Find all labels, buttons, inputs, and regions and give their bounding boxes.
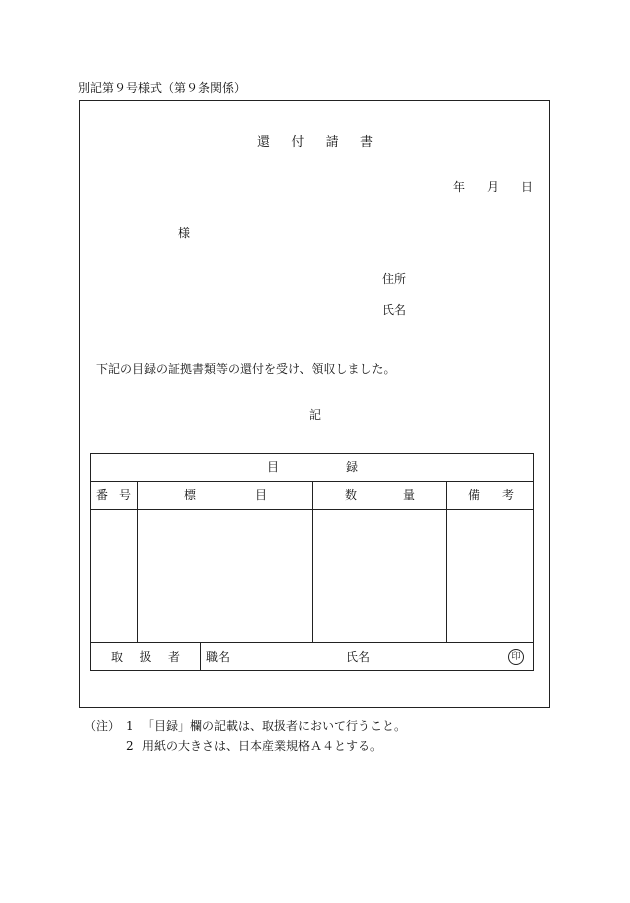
handler-char: 者 xyxy=(167,650,180,664)
note-number: 2 xyxy=(126,739,134,753)
handler-name-label: 氏名 xyxy=(346,650,371,664)
title-char: 請 xyxy=(325,135,339,150)
table-title-char: 目 xyxy=(267,460,280,474)
header-char: 標 xyxy=(184,488,197,502)
column-header-item xyxy=(184,489,267,501)
header-char: 備 xyxy=(468,488,481,502)
note-text: 「目録」欄の記載は、取扱者において行うこと。 xyxy=(142,719,407,733)
note-number: 1 xyxy=(126,719,134,733)
column-divider xyxy=(446,481,447,642)
title-char: 書 xyxy=(359,135,373,150)
header-char: 号 xyxy=(118,488,131,502)
record-table xyxy=(90,453,534,671)
date-day: 日 xyxy=(520,180,533,194)
handler-char: 扱 xyxy=(139,650,152,664)
header-char: 量 xyxy=(402,488,415,502)
column-header-number xyxy=(96,489,131,501)
name-label: 氏名 xyxy=(382,303,407,317)
seal-mark: 印 xyxy=(508,649,524,665)
notes-prefix: （注） xyxy=(84,719,121,733)
note-text: 用紙の大きさは、日本産業規格Ａ４とする。 xyxy=(142,739,383,753)
date-year: 年 xyxy=(453,180,466,194)
table-title xyxy=(267,461,358,473)
column-divider xyxy=(200,642,201,670)
addressee-suffix: 様 xyxy=(178,226,191,240)
table-divider xyxy=(91,642,533,643)
header-char: 目 xyxy=(254,488,267,502)
address-label: 住所 xyxy=(382,272,407,286)
column-header-quantity xyxy=(345,489,415,501)
position-label: 職名 xyxy=(206,650,231,664)
form-number: 別記第９号様式（第９条関係） xyxy=(78,81,247,95)
header-char: 数 xyxy=(345,488,358,502)
date-line xyxy=(453,181,533,193)
column-header-remarks xyxy=(468,489,514,501)
ki-heading: 記 xyxy=(309,408,322,422)
document-title xyxy=(257,136,373,149)
title-char: 付 xyxy=(291,135,305,150)
receipt-statement: 下記の目録の証拠書類等の還付を受け、領収しました。 xyxy=(96,362,396,376)
title-char: 還 xyxy=(257,135,271,150)
table-title-char: 録 xyxy=(345,460,358,474)
header-char: 番 xyxy=(96,488,109,502)
header-char: 考 xyxy=(501,488,514,502)
column-divider xyxy=(137,481,138,642)
date-month: 月 xyxy=(486,180,499,194)
handler-char: 取 xyxy=(111,650,124,664)
column-divider xyxy=(312,481,313,642)
handler-label xyxy=(111,651,180,663)
